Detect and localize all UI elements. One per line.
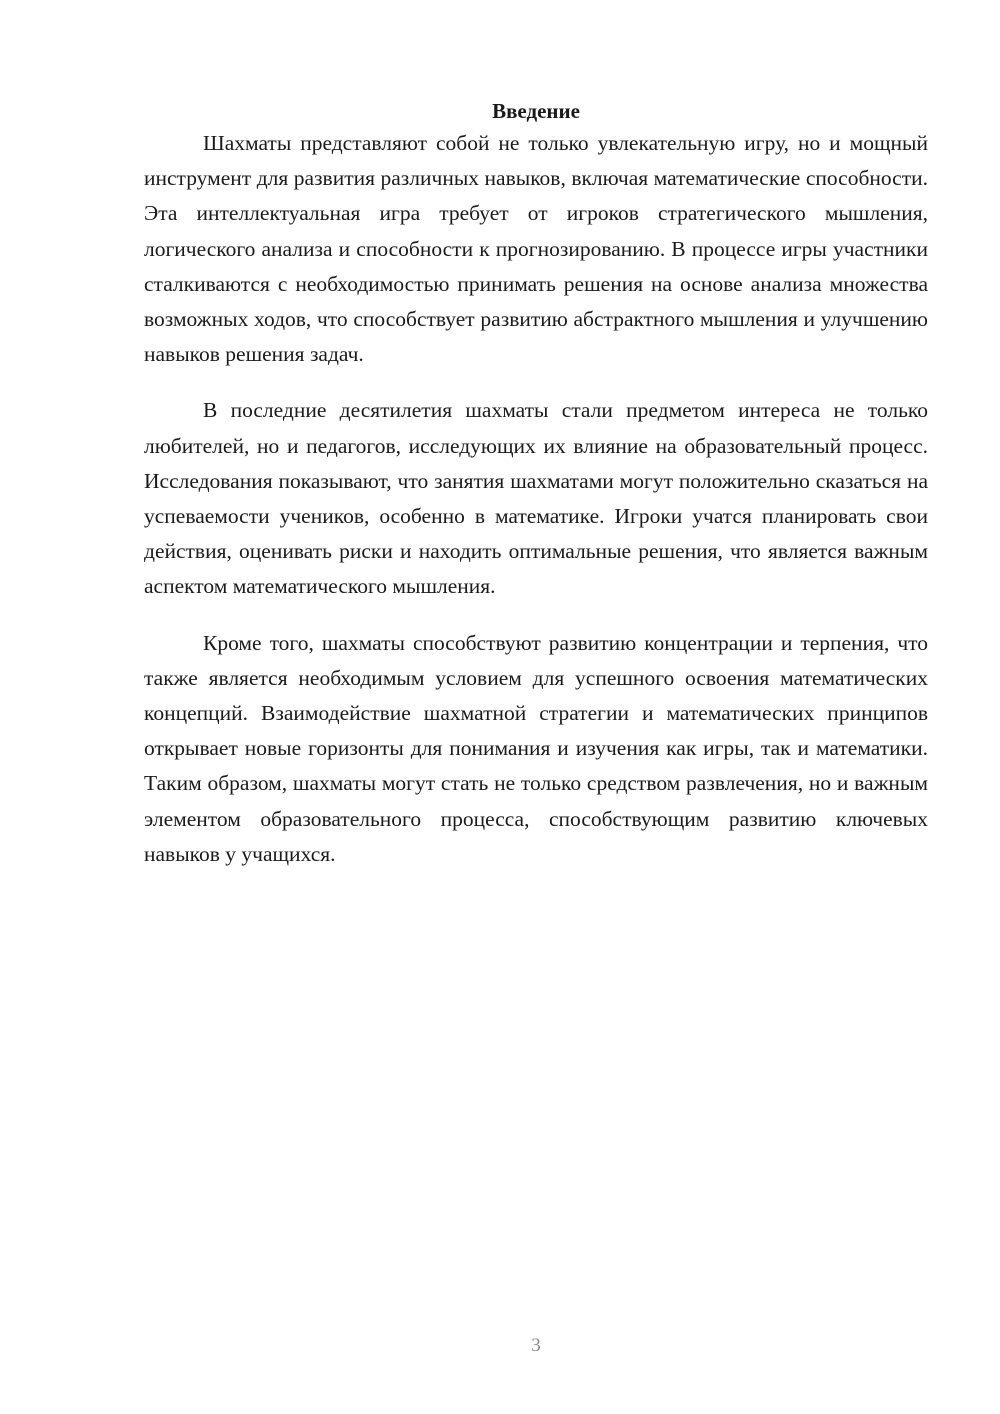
page-number: 3 [531,1335,541,1356]
paragraph-3: Кроме того, шахматы способствуют развитию концентрации и терпения, что также является необходимым условием для успешного освоения математических концепций. Взаимодействие шахматной стратегии и математических принципов открывает новые горизонты для понимания и изучения как игры, так и математики. Таким образом, шахматы могут стать не только средством развлечения, но и важным элементом образовательного процесса, способствующим развитию ключевых навыков у учащихся. [144,630,928,866]
paragraph-2: В последние десятилетия шахматы стали предметом интереса не только любителей, но и педагогов, исследующих их влияние на образовательный процесс. Исследования показывают, что занятия шахматами могут положительно сказаться на успеваемости учеников, особенно в математике. Игроки учатся планировать свои действия, оценивать риски и находить оптимальные решения, что является важным аспектом математического мышления. [144,398,928,599]
section-heading: Введение [492,99,580,123]
paragraph-1: Шахматы представляют собой не только увлекательную игру, но и мощный инструмент для развития различных навыков, включая математические способности. Эта интеллектуальная игра требует от игроков стратегического мышления, логического анализа и способности к прогнозированию. В процессе игры участники сталкиваются с необходимостью принимать решения на основе анализа множества возможных ходов, что способствует развитию абстрактного мышления и улучшению навыков решения задач. [144,131,928,367]
page-content [144,96,928,872]
